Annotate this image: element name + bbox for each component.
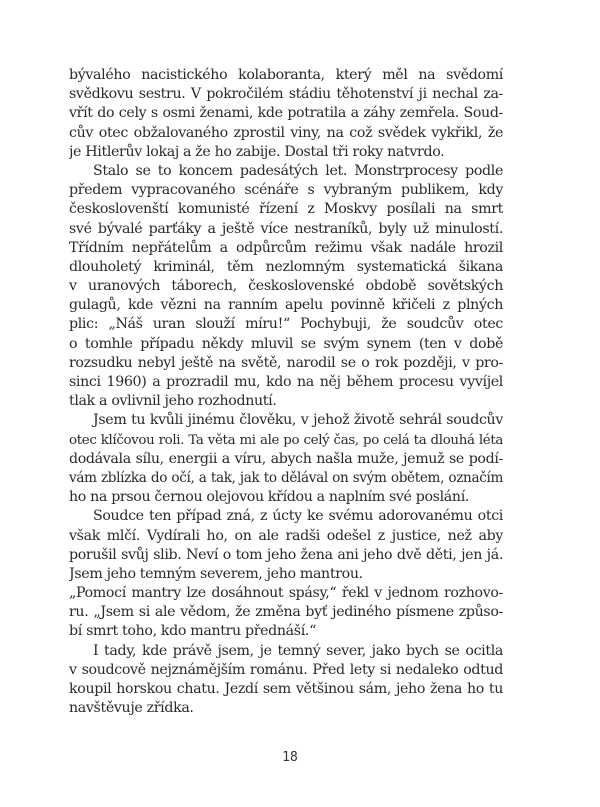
- text-line: předem vypracovaného scénáře s vybraným publikem, kdy: [69, 182, 503, 199]
- body-text: [69, 66, 503, 718]
- text-line: tlak a ovlivnil jeho rozhodnutí.: [69, 393, 277, 410]
- text-line: je Hitlerův lokaj a že ho zabije. Dostal tři roky natvrdo.: [69, 143, 445, 160]
- text-line: své bývalé parťáky a ještě více nestraníků, byly už minulostí.: [69, 220, 503, 237]
- text-line: bývalého nacistického kolaboranta, který měl na svědomí: [69, 67, 503, 83]
- text-line: Jsem tu kvůli jinému člověku, v jehož životě sehrál soudcův: [93, 412, 503, 429]
- text-line: porušil svůj slib. Neví o tom jeho žena ani jeho dvě děti, jen já.: [69, 546, 503, 563]
- text-line: navštěvuje zřídka.: [69, 700, 194, 717]
- text-line: ho na prsou černou olejovou křídou a naplním své poslání.: [69, 489, 470, 506]
- text-line: v soudcově nejznámějším románu. Před lety si nedaleko odtud: [69, 661, 503, 678]
- text-line: „Pomocí mantry lze dosáhnout spásy,“ řekl v jednom rozhovo-: [69, 585, 503, 602]
- text-line: Jsem jeho temným severem, jeho mantrou.: [69, 565, 363, 582]
- text-line: v uranových táborech, československé obdobě sovětských: [69, 278, 503, 295]
- text-line: o tomhle případu někdy mluvil se svým synem (ten v době: [69, 335, 503, 352]
- text-line: vřít do cely s osmi ženami, kde potratila a záhy zemřela. Soud-: [69, 105, 503, 122]
- paragraph: [69, 411, 503, 507]
- text-line: cův otec obžalovaného zprostil viny, na což svědek vykřikl, že: [69, 124, 503, 141]
- text-line: rozsudku nebyl ještě na světě, narodil se o rok později, v pro-: [69, 354, 503, 371]
- paragraph: [69, 584, 503, 642]
- paragraph: [69, 642, 503, 719]
- paragraph: [69, 507, 503, 584]
- text-line: I tady, kde právě jsem, je temný sever, jako bych se ocitla: [93, 642, 503, 659]
- text-line: Třídním nepřátelům a odpůrcům režimu však nadále hrozil: [69, 239, 503, 256]
- text-line: bí smrt toho, kdo mantru přednáší.“: [69, 623, 316, 640]
- text-line: koupil horskou chatu. Jezdí sem většinou sám, jeho žena ho tu: [69, 681, 503, 697]
- text-line: sinci 1960) a prozradil mu, kdo na něj během procesu vyvíjel: [69, 374, 503, 390]
- text-line: gulagů, kde vězni na ranním apelu povinně křičeli z plných: [69, 297, 503, 314]
- paragraph: [69, 66, 503, 162]
- paragraph: [69, 162, 503, 411]
- text-line: ru. „Jsem si ale vědom, že změna byť jediného písmene způso-: [69, 604, 503, 621]
- text-line: dodávala sílu, energii a víru, abych našla muže, jemuž se podí-: [69, 450, 503, 467]
- text-line: vám zblízka do očí, a tak, jak to dělával on svým obětem, označím: [69, 469, 503, 486]
- text-line: dlouholetý kriminál, těm nezlomným systematická šikana: [69, 258, 503, 275]
- text-line: svědkovu sestru. V pokročilém stádiu těhotenství ji nechal za-: [69, 86, 503, 103]
- text-line: českoslovenští komunisté řízení z Moskvy posílali na smrt: [69, 201, 503, 218]
- text-line: však mlčí. Vydírali ho, on ale radši odešel z justice, než aby: [69, 527, 503, 544]
- text-line: otec klíčovou roli. Ta věta mi ale po celý čas, po celá ta dlouhá léta: [69, 432, 503, 448]
- text-line: Stalo se to koncem padesátých let. Monstrprocesy podle: [93, 162, 503, 179]
- text-line: plic: „Náš uran slouží míru!“ Pochybuji, že soudcův otec: [69, 316, 503, 333]
- page-number: 18: [282, 750, 298, 765]
- text-line: Soudce ten případ zná, z úcty ke svému adorovanému otci: [93, 508, 503, 525]
